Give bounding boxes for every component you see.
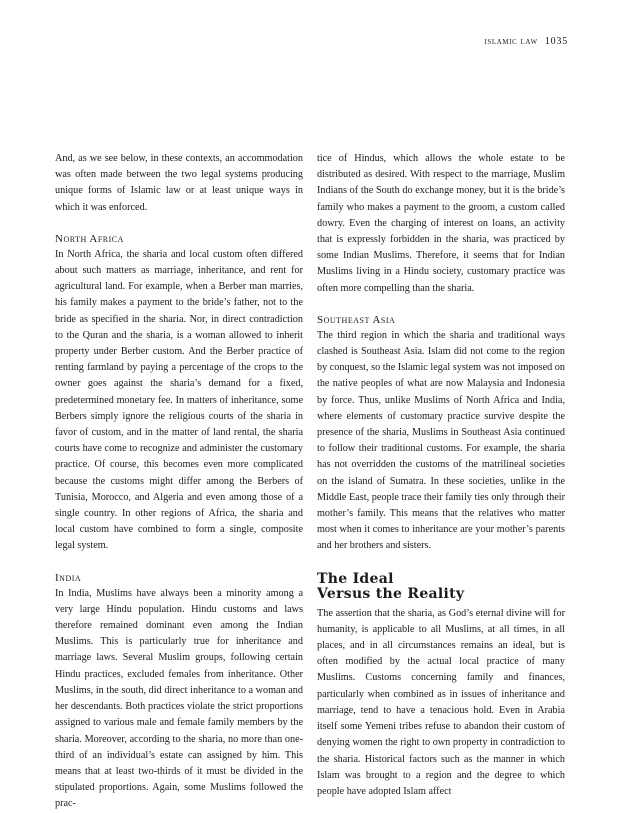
north-africa-heading: North Africa bbox=[55, 232, 124, 245]
ideal-heading-line2: Versus the Reality bbox=[317, 585, 465, 602]
intro-paragraph: And, as we see below, in these contexts, an accommodation was often made between the two legal systems producing unique forms of Islamic law or at least unique ways in which it was enforced. bbox=[55, 153, 303, 213]
ideal-vs-reality-heading bbox=[317, 572, 565, 602]
southeast-asia-heading: Southeast Asia bbox=[317, 313, 396, 326]
running-header bbox=[484, 36, 568, 47]
left-column bbox=[55, 151, 303, 813]
india-heading: India bbox=[55, 571, 82, 584]
india-continued-paragraph: tice of Hindus, which allows the whole estate to be distributed as desired. With respect to the marriage, Muslim Indians of the South do exchange money, but it is the bride’s family who makes a payment to the groom, a custom called dowry. Even the charging of interest on loans, an activity that is expressly forbidden in the sharia, was practiced by some Indian Muslims. Therefore, it seems that for Indian Muslims living in a Hindu society, customary practice was often more compelling than the sharia. bbox=[317, 153, 565, 294]
north-africa-paragraph: In North Africa, the sharia and local custom often differed about such matters as marriage, inheritance, and rent for agricultural land. For example, when a Berber man marries, his family makes a payment to the bride’s father, not to the bride as specified in the sharia. Nor, in direct contradiction to the Quran and the sharia, is a woman allowed to inherit property under Berber custom. And the Berber practice of renting farmland by paying a percentage of the crops to the owner goes against the sharia’s demand for a fixed, predetermined monetary fee. In matters of inheritance, some Berbers simply ignore the religious courts of the sharia in favor of custom, and in the matter of land rental, the sharia courts have come to recognize and administer the customary practice. Of course, this becomes even more complicated because the customs might differ among the Berbers of Tunisia, Morocco, and Algeria and even among those of a single country. In other regions of Africa, the sharia and local custom have combined to form a single, composite legal system. bbox=[55, 248, 303, 552]
ideal-heading-line1: The Ideal bbox=[317, 570, 394, 587]
page-number: 1035 bbox=[544, 36, 568, 47]
southeast-asia-paragraph: The third region in which the sharia and traditional ways clashed is Southeast Asia. Islam did not come to the region by conquest, so the Islamic legal system was not imposed on the native peoples of what are now Malaysia and Indonesia by force. Thus, unlike Muslims of North Africa and India, where elements of customary practice survive despite the presence of the sharia, Muslims in Southeast Asia continued to follow their traditional customs. For example, the sharia has not overridden the customs of the matrilineal societies on the island of Sumatra. In these societies, unlike in the Middle East, people trace their family ties only through their mother’s family. This means that the relatives who matter most when it comes to inheritance are your mother’s parents and her brothers and sisters. bbox=[317, 329, 565, 552]
india-paragraph: In India, Muslims have always been a minority among a very large Hindu population. Hindu customs and laws therefore remained dominant even among the Indian Muslims. This is particularly true for inheritance and marriage laws. Several Muslim groups, following certain Hindu practices, excluded females from inheritance. Other Muslims, in the south, did direct inheritance to a woman and her descendants. Both practices violate the strict proportions assigned to various male and female family members by the sharia. Moreover, according to the sharia, no more than one-third of an individual’s estate can assigned by him. This means that at least two-thirds of it must be divided in the stipulated proportions. Again, some Muslims followed the prac- bbox=[55, 587, 303, 810]
running-title: islamic law bbox=[484, 36, 538, 47]
right-column bbox=[317, 151, 565, 800]
ideal-vs-reality-paragraph: The assertion that the sharia, as God’s eternal divine will for humanity, is applicable to all Muslims, at all times, in all places, and in all circumstances remains an ideal, but is often modified by the actual local practice of many Muslims. Customs concerning family and finances, particularly when combined as in issues of inheritance and marriage, tend to have a tenacious hold. Even in Arabia itself some Yemeni tribes refuse to abandon their custom of denying women the right to own property in contradiction to the sharia. Historical factors such as the manner in which Islam was brought to a region and the degree to which people have adopted Islam affect bbox=[317, 607, 565, 797]
